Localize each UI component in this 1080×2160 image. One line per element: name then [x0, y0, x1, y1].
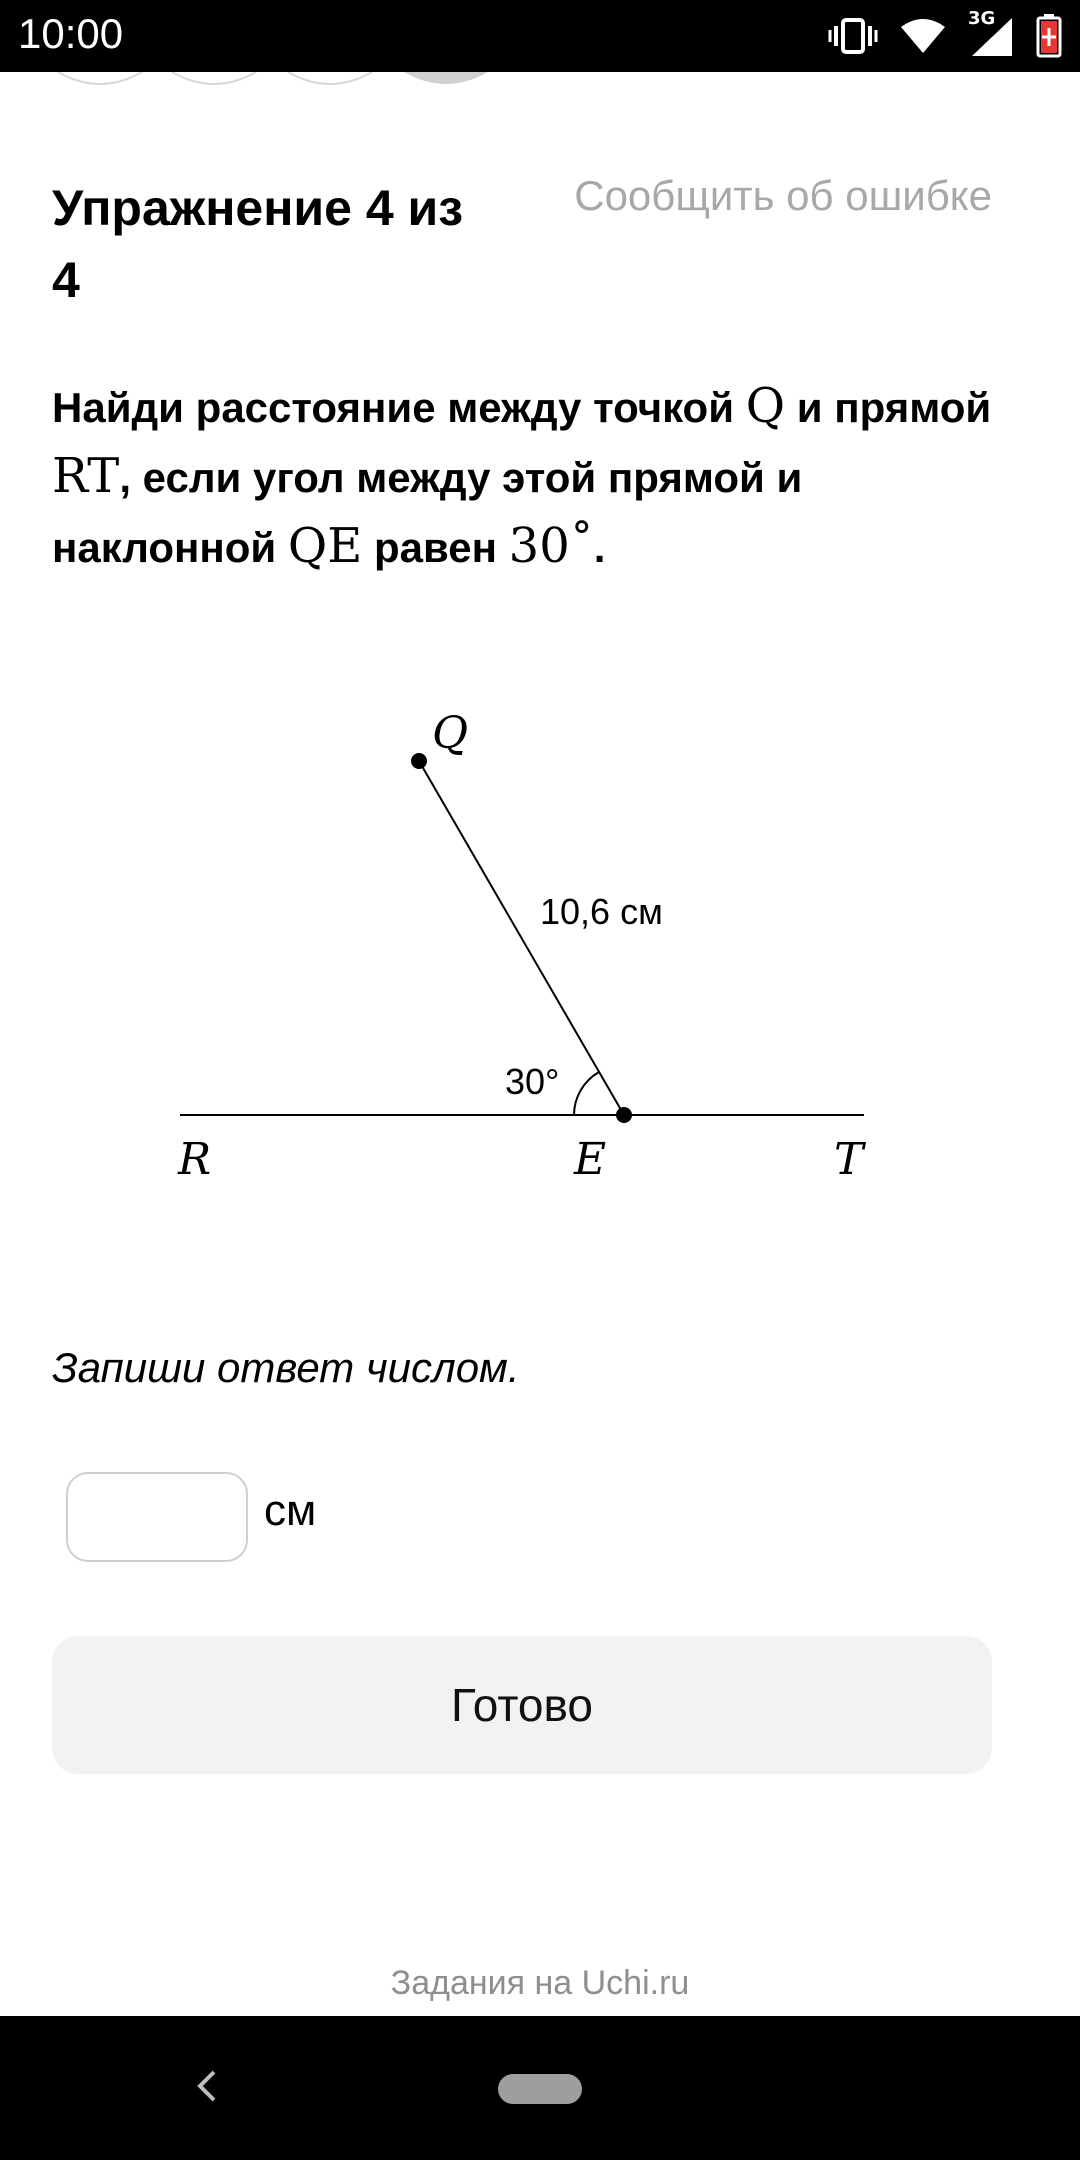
question-part: .: [593, 524, 606, 571]
question-part: Найди расстояние между точкой: [52, 384, 746, 431]
math-point-q: Q: [745, 378, 786, 434]
point-q: [411, 753, 427, 769]
exercise-title: Упражнение 4 из 4: [52, 180, 464, 308]
footer-text: Задания на Uchi.ru: [390, 1964, 690, 2002]
segment-length-label: 10,6 см: [540, 891, 663, 932]
answer-input[interactable]: [66, 1472, 248, 1562]
geometry-diagram: [0, 680, 1080, 1240]
question-part: , если угол между этой прямой и наклонной: [52, 454, 803, 571]
answer-unit: см: [264, 1486, 317, 1535]
vibrate-icon: [828, 16, 878, 56]
submit-button[interactable]: Готово: [52, 1636, 992, 1774]
report-error-link[interactable]: Сообщить об ошибке: [574, 172, 992, 219]
label-e: E: [574, 1134, 607, 1185]
navigation-bar: [0, 2016, 1080, 2160]
question-text: [52, 372, 1012, 582]
point-e: [616, 1107, 632, 1123]
math-line-rt: RT: [52, 448, 120, 504]
exercise-progress-dots: [0, 72, 1080, 92]
angle-arc: [574, 1072, 599, 1115]
signal-icon: [968, 8, 1014, 58]
status-time: 10:00: [18, 10, 124, 57]
back-icon[interactable]: [188, 2066, 228, 2106]
answer-instruction: Запиши ответ числом.: [52, 1344, 520, 1391]
question-part: и прямой: [785, 384, 992, 431]
math-degree: ˚: [569, 518, 594, 574]
status-bar: [0, 0, 1080, 72]
label-q: Q: [432, 708, 469, 759]
math-segment-qe: QE: [287, 518, 363, 574]
label-r: R: [178, 1134, 212, 1185]
math-angle-value: 30: [508, 518, 570, 574]
wifi-icon: [900, 17, 946, 55]
angle-label: 30°: [505, 1061, 560, 1102]
network-type: 3G: [968, 8, 996, 29]
label-t: T: [834, 1134, 864, 1185]
question-part: равен: [362, 524, 509, 571]
battery-icon: [1036, 14, 1062, 58]
home-icon[interactable]: [498, 2074, 582, 2104]
status-icons: [828, 8, 1062, 60]
